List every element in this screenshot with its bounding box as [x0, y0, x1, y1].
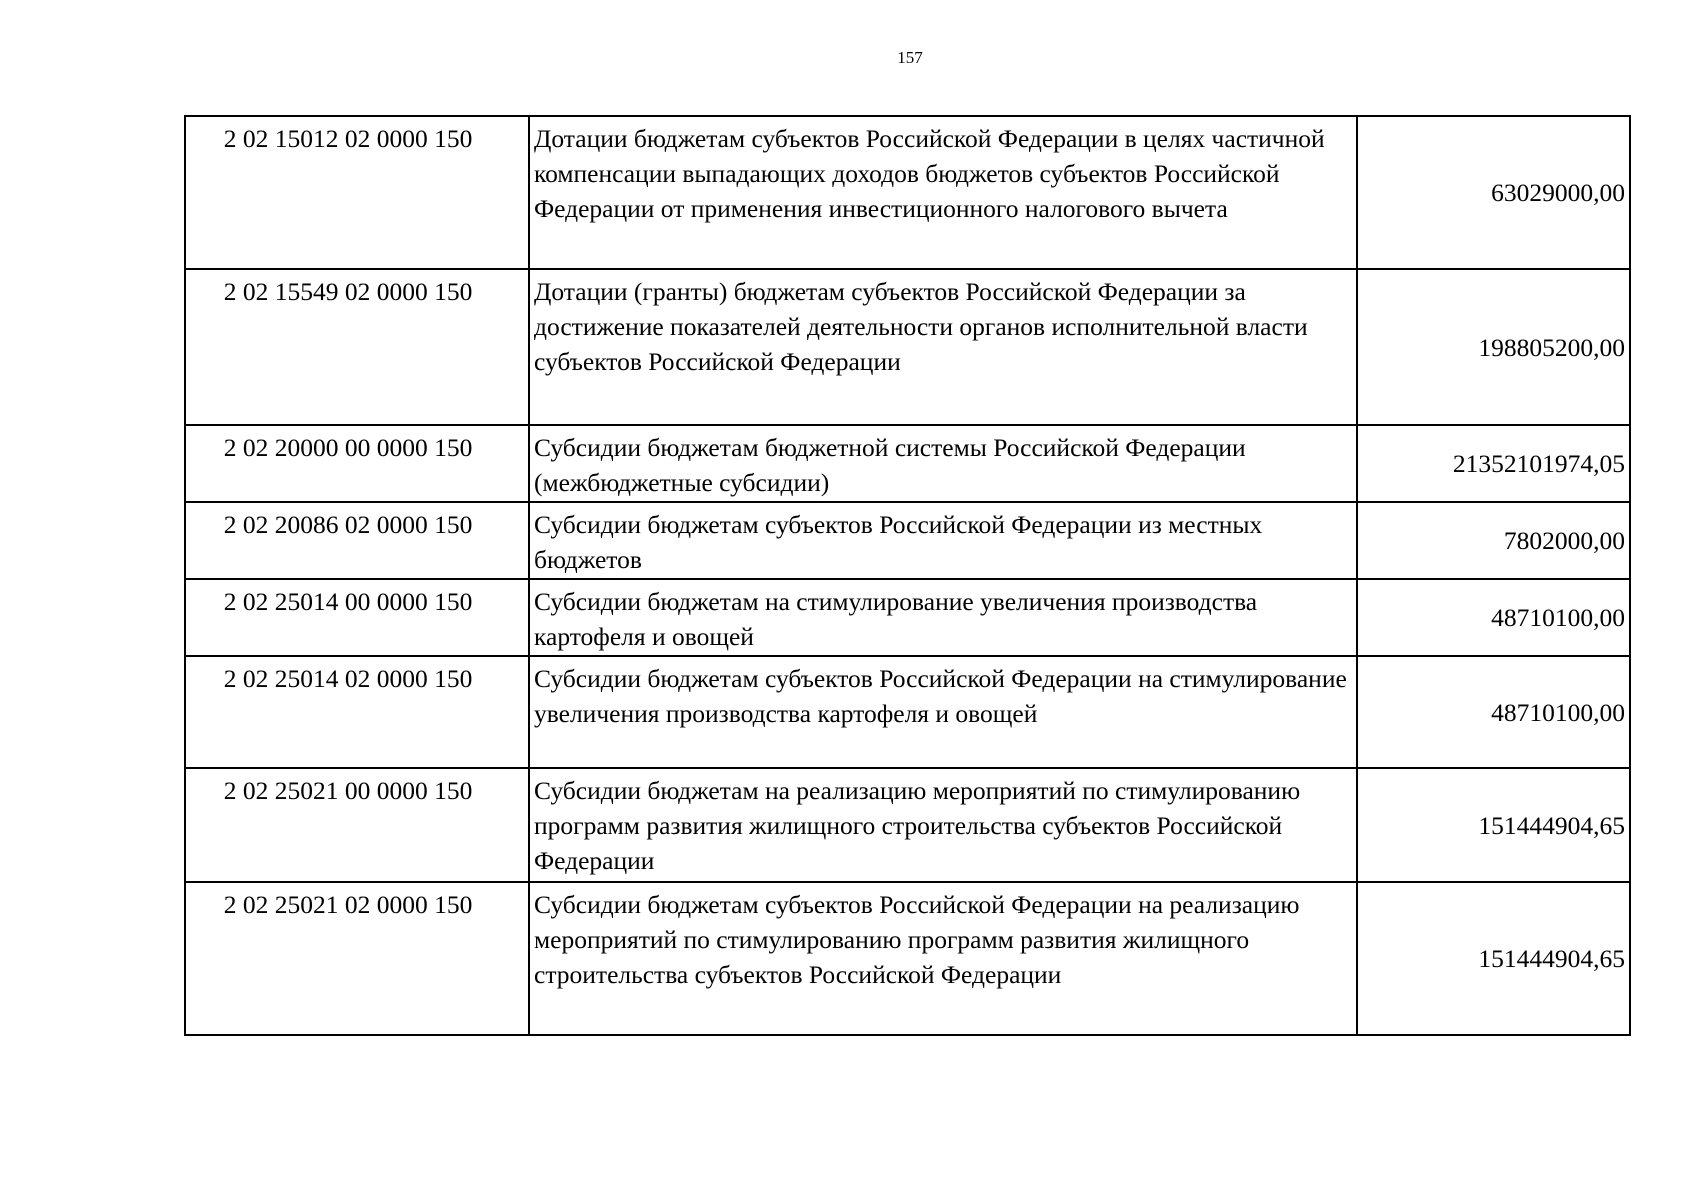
amount-cell: 151444904,65	[1357, 768, 1630, 882]
table-row	[185, 502, 1630, 579]
name-cell: Субсидии бюджетам на реализацию мероприятий по стимулированию программ развития жилищного строительства субъектов Российской Федерации	[529, 768, 1357, 882]
code-cell: 2 02 25021 02 0000 150	[185, 882, 529, 1035]
code-cell: 2 02 20086 02 0000 150	[185, 502, 529, 579]
name-cell: Субсидии бюджетам бюджетной системы Российской Федерации (межбюджетные субсидии)	[529, 425, 1357, 502]
code-cell: 2 02 25014 00 0000 150	[185, 579, 529, 656]
budget-table	[184, 115, 1631, 1036]
name-cell: Субсидии бюджетам субъектов Российской Федерации на реализацию мероприятий по стимулированию программ развития жилищного строительства субъектов Российской Федерации	[529, 882, 1357, 1035]
table-row	[185, 882, 1630, 1035]
amount-cell: 21352101974,05	[1357, 425, 1630, 502]
table-row	[185, 425, 1630, 502]
name-cell: Субсидии бюджетам субъектов Российской Федерации из местных бюджетов	[529, 502, 1357, 579]
code-cell: 2 02 25021 00 0000 150	[185, 768, 529, 882]
table-row	[185, 579, 1630, 656]
amount-cell: 48710100,00	[1357, 656, 1630, 768]
table-row	[185, 656, 1630, 768]
table-row	[185, 768, 1630, 882]
code-cell: 2 02 20000 00 0000 150	[185, 425, 529, 502]
name-cell: Субсидии бюджетам субъектов Российской Федерации на стимулирование увеличения производства картофеля и овощей	[529, 656, 1357, 768]
code-cell: 2 02 15549 02 0000 150	[185, 269, 529, 425]
code-cell: 2 02 15012 02 0000 150	[185, 116, 529, 269]
name-cell: Субсидии бюджетам на стимулирование увеличения производства картофеля и овощей	[529, 579, 1357, 656]
page-number: 157	[897, 48, 923, 67]
table-row	[185, 269, 1630, 425]
amount-cell: 48710100,00	[1357, 579, 1630, 656]
amount-cell: 198805200,00	[1357, 269, 1630, 425]
code-cell: 2 02 25014 02 0000 150	[185, 656, 529, 768]
name-cell: Дотации бюджетам субъектов Российской Федерации в целях частичной компенсации выпадающих доходов бюджетов субъектов Российской Федерации от применения инвестиционного налогового вычета	[529, 116, 1357, 269]
name-cell: Дотации (гранты) бюджетам субъектов Российской Федерации за достижение показателей деятельности органов исполнительной власти субъектов Российской Федерации	[529, 269, 1357, 425]
table-row	[185, 116, 1630, 269]
amount-cell: 151444904,65	[1357, 882, 1630, 1035]
amount-cell: 63029000,00	[1357, 116, 1630, 269]
amount-cell: 7802000,00	[1357, 502, 1630, 579]
